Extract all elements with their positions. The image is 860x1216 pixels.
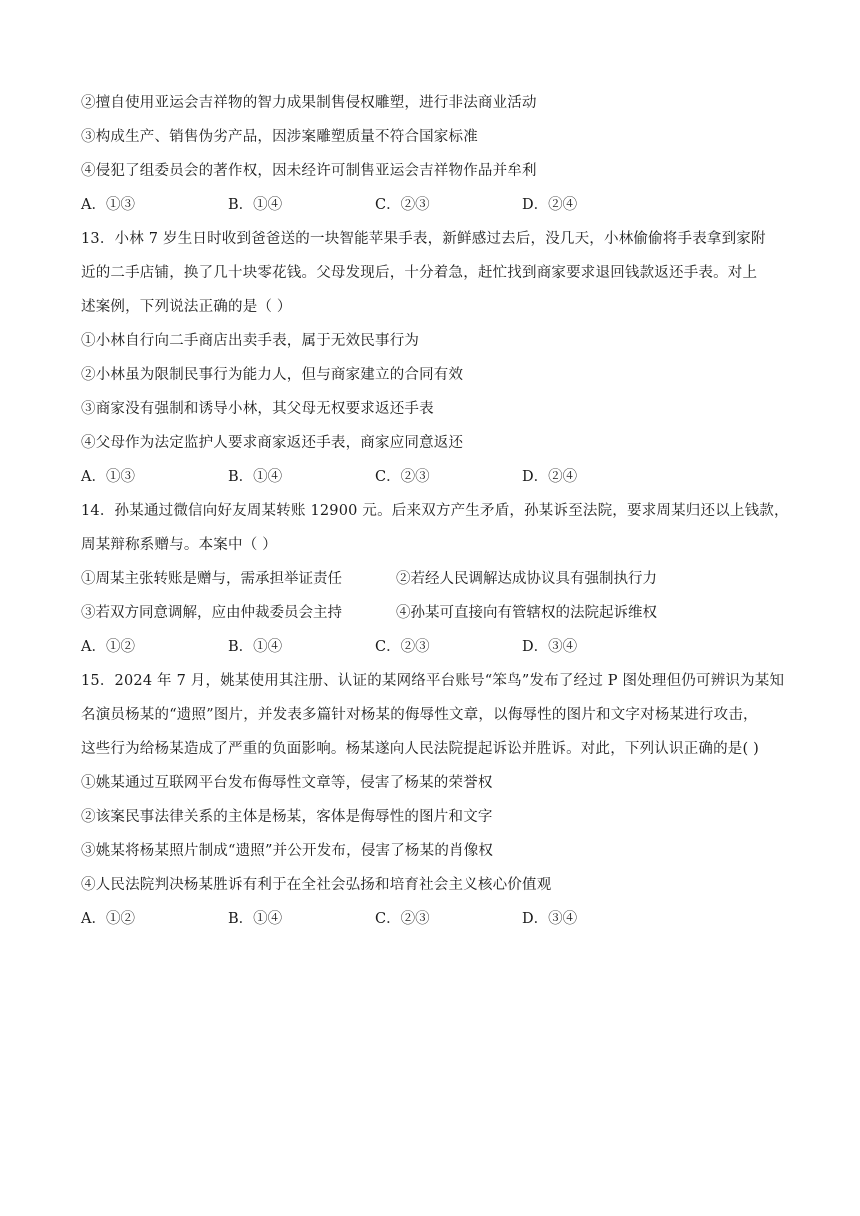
q12-option-a: A．①③ [81, 197, 135, 213]
q15-stem-line-2: 名演员杨某的“遗照”图片，并发表多篇针对杨某的侮辱性文章，以侮辱性的图片和文字对杨某进行攻击， [81, 707, 758, 723]
q12-item-2: ②擅自使用亚运会吉祥物的智力成果制售侵权雕塑，进行非法商业活动 [81, 95, 537, 111]
q15-option-a: A．①② [81, 911, 135, 927]
q12-option-b: B．①④ [228, 197, 283, 213]
question-14-options [81, 630, 781, 664]
q14-item-3: ③若双方同意调解，应由仲裁委员会主持 [81, 605, 342, 621]
exam-page [81, 86, 789, 936]
q13-option-b: B．①④ [228, 469, 283, 485]
q15-stem-line-1: 15．2024 年 7 月，姚某使用其注册、认证的某网络平台账号“笨鸟”发布了经过 P 图处理但仍可辨识为某知 [81, 673, 785, 689]
question-15-options [81, 902, 781, 936]
q14-item-row-2 [81, 596, 781, 630]
q15-stem-line-3: 这些行为给杨某造成了严重的负面影响。杨某遂向人民法院提起诉讼并胜诉。对此，下列认识正确的是( ) [81, 741, 760, 757]
q15-item-2: ②该案民事法律关系的主体是杨某，客体是侮辱性的图片和文字 [81, 809, 493, 825]
q13-option-d: D．②④ [522, 469, 578, 485]
q13-stem-line-2: 近的二手店铺，换了几十块零花钱。父母发现后，十分着急，赶忙找到商家要求退回钱款返还手表。对上 [81, 265, 758, 281]
q14-item-1: ①周某主张转账是赠与，需承担举证责任 [81, 571, 342, 587]
q13-item-3: ③商家没有强制和诱导小林，其父母无权要求返还手表 [81, 401, 434, 417]
question-13 [81, 222, 781, 494]
q14-item-4: ④孙某可直接向有管辖权的法院起诉维权 [396, 605, 657, 621]
q13-item-2: ②小林虽为限制民事行为能力人，但与商家建立的合同有效 [81, 367, 464, 383]
q15-item-1: ①姚某通过互联网平台发布侮辱性文章等，侵害了杨某的荣誉权 [81, 775, 493, 791]
q14-option-b: B．①④ [228, 639, 283, 655]
q13-stem-line-3: 述案例，下列说法正确的是（ ） [81, 299, 292, 315]
q15-item-3: ③姚某将杨某照片制成“遗照”并公开发布，侵害了杨某的肖像权 [81, 843, 494, 859]
q14-option-a: A．①② [81, 639, 135, 655]
q14-option-d: D．③④ [522, 639, 578, 655]
q12-option-d: D．②④ [522, 197, 578, 213]
q13-stem-line-1: 13．小林 7 岁生日时收到爸爸送的一块智能苹果手表，新鲜感过去后，没几天，小林偷偷将手表拿到家附 [81, 231, 766, 247]
q12-item-4: ④侵犯了组委员会的著作权，因未经许可制售亚运会吉祥物作品并牟利 [81, 163, 537, 179]
q13-option-a: A．①③ [81, 469, 135, 485]
q15-option-c: C．②③ [375, 911, 430, 927]
question-15 [81, 664, 785, 936]
q14-stem-line-1: 14．孙某通过微信向好友周某转账 12900 元。后来双方产生矛盾，孙某诉至法院，要求周某归还以上钱款， [81, 503, 789, 519]
q12-option-c: C．②③ [375, 197, 430, 213]
q14-stem-line-2: 周某辩称系赠与。本案中（ ） [81, 537, 277, 553]
q15-option-b: B．①④ [228, 911, 283, 927]
question-12-items [81, 86, 781, 188]
q15-item-4: ④人民法院判决杨某胜诉有利于在全社会弘扬和培育社会主义核心价值观 [81, 877, 552, 893]
question-14 [81, 494, 789, 664]
q14-item-2: ②若经人民调解达成协议具有强制执行力 [396, 571, 657, 587]
q13-item-1: ①小林自行向二手商店出卖手表，属于无效民事行为 [81, 333, 420, 349]
question-12-options [81, 188, 781, 222]
q15-option-d: D．③④ [522, 911, 578, 927]
q12-item-3: ③构成生产、销售伪劣产品，因涉案雕塑质量不符合国家标准 [81, 129, 478, 145]
q13-item-4: ④父母作为法定监护人要求商家返还手表，商家应同意返还 [81, 435, 464, 451]
q14-item-row-1 [81, 562, 781, 596]
q13-option-c: C．②③ [375, 469, 430, 485]
q14-option-c: C．②③ [375, 639, 430, 655]
question-13-options [81, 460, 781, 494]
